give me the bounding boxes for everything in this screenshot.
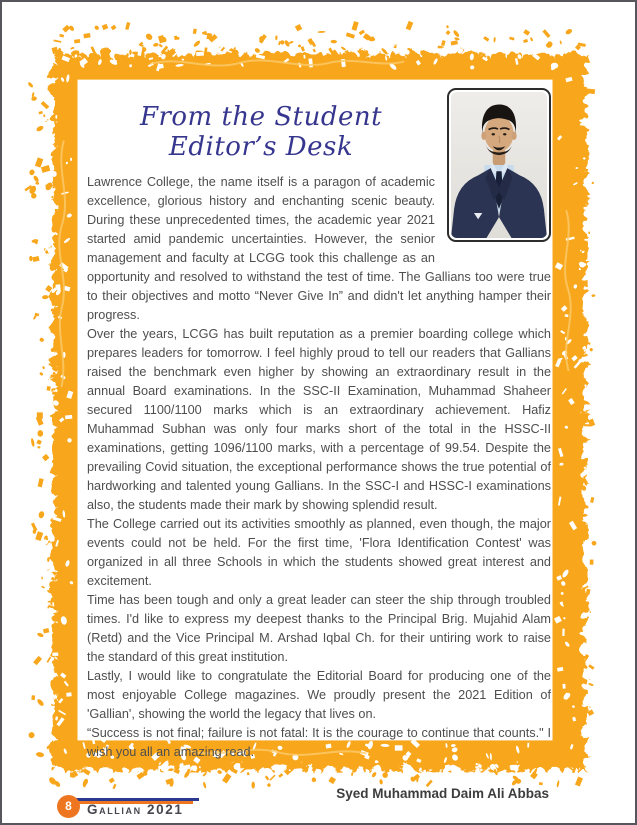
page-number-badge: 8 — [57, 795, 80, 818]
page-title: From the Student Editor’s Desk — [139, 102, 383, 162]
article-paragraph: Lawrence College, the name itself is a paragon of academic excellence, glorious history and enchanting scenic beauty. During these unprecedented times, the academic year 2021 started amid pandemic uncertainties. However, the senior management and faculty at LCGG took this challenge as an opportunity and resolved to withstand the test of time. The Gallians too were true to their objectives and motto “Never Give In” and didn't let anything hamper their progress. — [87, 175, 551, 322]
article — [78, 80, 556, 801]
article-paragraph: The College carried out its activities smoothly as planned, even though, the major events could not be held. For the first time, 'Flora Identification Contest' was organized in all three Schools in which the students showed great interest and excitement. — [87, 517, 551, 588]
signature: Syed Muhammad Daim Ali Abbas — [336, 786, 549, 801]
footer-rule-navy — [68, 798, 199, 801]
portrait-illustration — [451, 92, 547, 238]
article-paragraph: Over the years, LCGG has built reputation as a premier boarding college which prepares leaders for tomorrow. I feel highly proud to tell our readers that Gallians raised the benchmark even higher by showing an extraordinary result in the annual Board examinations. In the SSC-II Examination, Muhammad Shaheer secured 1100/1100 marks which is an extraordinary achievement. Hafiz Muhammad Subhan was only four marks short of the total in the HSSC-II examinations, getting 1096/1100 marks, with a percentage of 99.54. Despite the prevailing Covid situation, the exceptional performance shows the true potential of hardworking and talented young Gallians. In the SSC-I and HSSC-I examinations also, the students made their mark by showing splendid result. — [87, 327, 551, 512]
editor-photo — [447, 88, 551, 242]
article-paragraph: Time has been tough and only a great leader can steer the ship through troubled times. I'd like to express my deepest thanks to the Principal Brig. Mujahid Alam (Retd) and the Vice Principal M. Arshad Iqbal Ch. for their untiring work to raise the standard of this great institution. — [87, 593, 551, 664]
article-paragraph: Lastly, I would like to congratulate the Editorial Board for producing one of the most enjoyable College magazines. We proudly present the 2021 Edition of 'Gallian', showing the world the legacy that lives on. — [87, 669, 551, 721]
article-paragraph: “Success is not final; failure is not fatal: It is the courage to continue that counts." I wish you all an amazing read. — [87, 726, 551, 759]
magazine-title: Gallian 2021 — [87, 802, 184, 817]
